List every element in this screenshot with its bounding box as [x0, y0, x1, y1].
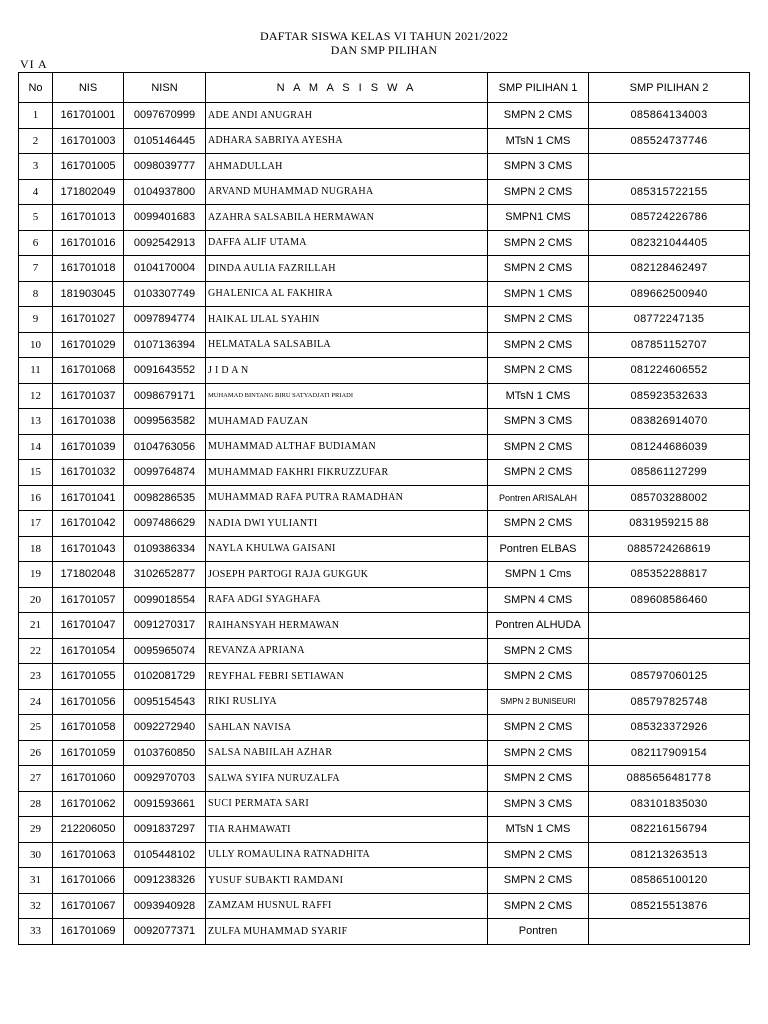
nis-cell: 161701003 — [53, 128, 124, 154]
row-number: 23 — [19, 664, 53, 690]
table-row — [19, 766, 750, 792]
smp-pilihan-2-cell: 085865100120 — [589, 868, 750, 894]
student-name-cell: YUSUF SUBAKTI RAMDANI — [206, 868, 488, 894]
smp-pilihan-2-cell: 08772247135 — [589, 307, 750, 333]
smp-pilihan-1-cell: SMPN 3 CMS — [488, 154, 589, 180]
nisn-cell: 0099563582 — [124, 409, 206, 435]
nisn-cell: 3102652877 — [124, 562, 206, 588]
row-number: 13 — [19, 409, 53, 435]
nisn-cell: 0099401683 — [124, 205, 206, 231]
nis-cell: 161701038 — [53, 409, 124, 435]
smp-pilihan-2-cell: 081213263513 — [589, 842, 750, 868]
nisn-cell: 0105146445 — [124, 128, 206, 154]
nisn-cell: 0109386334 — [124, 536, 206, 562]
nis-cell: 161701066 — [53, 868, 124, 894]
smp-pilihan-1-cell: SMPN 2 CMS — [488, 766, 589, 792]
row-number: 32 — [19, 893, 53, 919]
row-number: 20 — [19, 587, 53, 613]
table-row — [19, 791, 750, 817]
student-name-cell: HAIKAL IJLAL SYAHIN — [206, 307, 488, 333]
smp-pilihan-1-cell: SMPN 2 CMS — [488, 664, 589, 690]
smp-pilihan-1-cell: MTsN 1 CMS — [488, 128, 589, 154]
student-name-cell: J I D A N — [206, 358, 488, 384]
student-name-cell: MUHAMMAD FAKHRI FIKRUZZUFAR — [206, 460, 488, 486]
student-name-cell: ADE ANDI ANUGRAH — [206, 103, 488, 129]
smp-pilihan-2-cell: 082216156794 — [589, 817, 750, 843]
nisn-cell: 0103307749 — [124, 281, 206, 307]
table-row — [19, 562, 750, 588]
row-number: 22 — [19, 638, 53, 664]
smp-pilihan-1-cell: SMPN 2 CMS — [488, 179, 589, 205]
table-row — [19, 409, 750, 435]
nisn-cell: 0097486629 — [124, 511, 206, 537]
smp-pilihan-2-cell: 085864134003 — [589, 103, 750, 129]
row-number: 12 — [19, 383, 53, 409]
row-number: 27 — [19, 766, 53, 792]
table-row — [19, 613, 750, 639]
smp-pilihan-1-cell: SMPN 4 CMS — [488, 587, 589, 613]
nis-cell: 161701027 — [53, 307, 124, 333]
nisn-cell: 0098039777 — [124, 154, 206, 180]
smp-pilihan-2-cell: 085703288002 — [589, 485, 750, 511]
column-header-smp-pilihan-1: SMP PILIHAN 1 — [488, 73, 589, 103]
table-row — [19, 230, 750, 256]
smp-pilihan-1-cell: SMPN 1 Cms — [488, 562, 589, 588]
smp-pilihan-2-cell: 085352288817 — [589, 562, 750, 588]
student-name-cell: REVANZA APRIANA — [206, 638, 488, 664]
nisn-cell: 0098679171 — [124, 383, 206, 409]
row-number: 3 — [19, 154, 53, 180]
smp-pilihan-2-cell: 083826914070 — [589, 409, 750, 435]
smp-pilihan-1-cell: Pontren ALHUDA — [488, 613, 589, 639]
table-body — [19, 103, 750, 945]
nis-cell: 161701058 — [53, 715, 124, 741]
smp-pilihan-1-cell: SMPN 2 CMS — [488, 307, 589, 333]
row-number: 15 — [19, 460, 53, 486]
table-row — [19, 485, 750, 511]
column-header-nisn: NISN — [124, 73, 206, 103]
nis-cell: 212206050 — [53, 817, 124, 843]
student-name-cell: AHMADULLAH — [206, 154, 488, 180]
table-row — [19, 307, 750, 333]
row-number: 19 — [19, 562, 53, 588]
nis-cell: 161701059 — [53, 740, 124, 766]
student-name-cell: SAHLAN NAVISA — [206, 715, 488, 741]
smp-pilihan-1-cell: SMPN 2 CMS — [488, 434, 589, 460]
smp-pilihan-1-cell: SMPN 2 CMS — [488, 740, 589, 766]
student-name-cell: REYFHAL FEBRI SETIAWAN — [206, 664, 488, 690]
column-header-nama: N A M A S I S W A — [206, 73, 488, 103]
nis-cell: 161701037 — [53, 383, 124, 409]
nis-cell: 171802049 — [53, 179, 124, 205]
nis-cell: 161701042 — [53, 511, 124, 537]
nis-cell: 161701013 — [53, 205, 124, 231]
nis-cell: 161701016 — [53, 230, 124, 256]
row-number: 9 — [19, 307, 53, 333]
table-row — [19, 179, 750, 205]
column-header-no: No — [19, 73, 53, 103]
table-header-row — [19, 73, 750, 103]
column-header-nis: NIS — [53, 73, 124, 103]
table-row — [19, 256, 750, 282]
table-row — [19, 817, 750, 843]
row-number: 6 — [19, 230, 53, 256]
row-number: 16 — [19, 485, 53, 511]
student-name-cell: SUCI PERMATA SARI — [206, 791, 488, 817]
row-number: 24 — [19, 689, 53, 715]
smp-pilihan-2-cell: 082117909154 — [589, 740, 750, 766]
nis-cell: 161701032 — [53, 460, 124, 486]
nis-cell: 161701067 — [53, 893, 124, 919]
smp-pilihan-1-cell: SMPN 3 CMS — [488, 791, 589, 817]
student-table — [18, 72, 750, 945]
student-name-cell: NAYLA KHULWA GAISANI — [206, 536, 488, 562]
nisn-cell: 0097670999 — [124, 103, 206, 129]
student-name-cell: MUHAMAD FAUZAN — [206, 409, 488, 435]
row-number: 7 — [19, 256, 53, 282]
nis-cell: 161701043 — [53, 536, 124, 562]
nis-cell: 161701062 — [53, 791, 124, 817]
nisn-cell: 0091837297 — [124, 817, 206, 843]
smp-pilihan-1-cell: SMPN 2 BUNISEURI — [488, 689, 589, 715]
smp-pilihan-1-cell: SMPN 2 CMS — [488, 256, 589, 282]
nisn-cell: 0104937800 — [124, 179, 206, 205]
smp-pilihan-1-cell: SMPN1 CMS — [488, 205, 589, 231]
nisn-cell: 0092542913 — [124, 230, 206, 256]
smp-pilihan-2-cell: 089608586460 — [589, 587, 750, 613]
smp-pilihan-2-cell: 085323372926 — [589, 715, 750, 741]
smp-pilihan-1-cell: SMPN 2 CMS — [488, 842, 589, 868]
nis-cell: 161701057 — [53, 587, 124, 613]
row-number: 1 — [19, 103, 53, 129]
row-number: 31 — [19, 868, 53, 894]
nis-cell: 161701047 — [53, 613, 124, 639]
smp-pilihan-2-cell — [589, 919, 750, 945]
nisn-cell: 0097894774 — [124, 307, 206, 333]
nis-cell: 161701060 — [53, 766, 124, 792]
nis-cell: 161701056 — [53, 689, 124, 715]
student-name-cell: ADHARA SABRIYA AYESHA — [206, 128, 488, 154]
table-row — [19, 868, 750, 894]
row-number: 10 — [19, 332, 53, 358]
smp-pilihan-1-cell: Pontren ELBAS — [488, 536, 589, 562]
row-number: 14 — [19, 434, 53, 460]
table-row — [19, 689, 750, 715]
nis-cell: 161701039 — [53, 434, 124, 460]
row-number: 4 — [19, 179, 53, 205]
table-row — [19, 536, 750, 562]
nisn-cell: 0103760850 — [124, 740, 206, 766]
smp-pilihan-2-cell — [589, 613, 750, 639]
smp-pilihan-2-cell: 085724226786 — [589, 205, 750, 231]
nisn-cell: 0091270317 — [124, 613, 206, 639]
row-number: 29 — [19, 817, 53, 843]
smp-pilihan-1-cell: SMPN 2 CMS — [488, 638, 589, 664]
smp-pilihan-1-cell: SMPN 2 CMS — [488, 103, 589, 129]
table-row — [19, 587, 750, 613]
table-row — [19, 919, 750, 945]
smp-pilihan-1-cell: Pontren — [488, 919, 589, 945]
nisn-cell: 0105448102 — [124, 842, 206, 868]
smp-pilihan-1-cell: SMPN 2 CMS — [488, 715, 589, 741]
nisn-cell: 0092077371 — [124, 919, 206, 945]
smp-pilihan-2-cell — [589, 154, 750, 180]
column-header-smp-pilihan-2: SMP PILIHAN 2 — [589, 73, 750, 103]
smp-pilihan-2-cell: 082128462497 — [589, 256, 750, 282]
nis-cell: 161701063 — [53, 842, 124, 868]
row-number: 25 — [19, 715, 53, 741]
smp-pilihan-2-cell: 085861127299 — [589, 460, 750, 486]
smp-pilihan-2-cell: 083101835030 — [589, 791, 750, 817]
smp-pilihan-2-cell: 081244686039 — [589, 434, 750, 460]
row-number: 2 — [19, 128, 53, 154]
row-number: 26 — [19, 740, 53, 766]
student-name-cell: SALWA SYIFA NURUZALFA — [206, 766, 488, 792]
nisn-cell: 0095965074 — [124, 638, 206, 664]
row-number: 18 — [19, 536, 53, 562]
nis-cell: 161701001 — [53, 103, 124, 129]
nisn-cell: 0091643552 — [124, 358, 206, 384]
student-name-cell: TIA RAHMAWATI — [206, 817, 488, 843]
table-row — [19, 332, 750, 358]
table-row — [19, 715, 750, 741]
student-name-cell: HELMATALA SALSABILA — [206, 332, 488, 358]
student-name-cell: DINDA AULIA FAZRILLAH — [206, 256, 488, 282]
row-number: 21 — [19, 613, 53, 639]
student-name-cell: RAIHANSYAH HERMAWAN — [206, 613, 488, 639]
nisn-cell: 0091238326 — [124, 868, 206, 894]
nisn-cell: 0102081729 — [124, 664, 206, 690]
table-row — [19, 740, 750, 766]
nis-cell: 161701068 — [53, 358, 124, 384]
table-row — [19, 842, 750, 868]
smp-pilihan-1-cell: SMPN 2 CMS — [488, 230, 589, 256]
student-name-cell: MUHAMMAD ALTHAF BUDIAMAN — [206, 434, 488, 460]
smp-pilihan-2-cell: 088565648177 8 — [589, 766, 750, 792]
student-name-cell: MUHAMMAD RAFA PUTRA RAMADHAN — [206, 485, 488, 511]
student-name-cell: GHALENICA AL FAKHIRA — [206, 281, 488, 307]
nisn-cell: 0104170004 — [124, 256, 206, 282]
smp-pilihan-1-cell: SMPN 2 CMS — [488, 460, 589, 486]
table-row — [19, 511, 750, 537]
row-number: 33 — [19, 919, 53, 945]
table-row — [19, 154, 750, 180]
table-row — [19, 281, 750, 307]
nisn-cell: 0095154543 — [124, 689, 206, 715]
smp-pilihan-1-cell: SMPN 2 CMS — [488, 511, 589, 537]
nisn-cell: 0104763056 — [124, 434, 206, 460]
smp-pilihan-2-cell: 089662500940 — [589, 281, 750, 307]
table-row — [19, 103, 750, 129]
smp-pilihan-1-cell: SMPN 2 CMS — [488, 868, 589, 894]
smp-pilihan-2-cell: 085215513876 — [589, 893, 750, 919]
row-number: 17 — [19, 511, 53, 537]
nisn-cell: 0092970703 — [124, 766, 206, 792]
row-number: 5 — [19, 205, 53, 231]
nis-cell: 181903045 — [53, 281, 124, 307]
nis-cell: 161701029 — [53, 332, 124, 358]
row-number: 11 — [19, 358, 53, 384]
table-row — [19, 358, 750, 384]
document-title: DAFTAR SISWA KELAS VI TAHUN 2021/2022 — [259, 29, 509, 43]
nis-cell: 161701055 — [53, 664, 124, 690]
smp-pilihan-2-cell: 085315722155 — [589, 179, 750, 205]
nisn-cell: 0098286535 — [124, 485, 206, 511]
table-row — [19, 205, 750, 231]
nisn-cell: 0092272940 — [124, 715, 206, 741]
row-number: 8 — [19, 281, 53, 307]
table-row — [19, 893, 750, 919]
nis-cell: 161701054 — [53, 638, 124, 664]
smp-pilihan-1-cell: MTsN 1 CMS — [488, 817, 589, 843]
nisn-cell: 0099764874 — [124, 460, 206, 486]
student-name-cell: ZAMZAM HUSNUL RAFFI — [206, 893, 488, 919]
table-row — [19, 664, 750, 690]
nisn-cell: 0093940928 — [124, 893, 206, 919]
smp-pilihan-2-cell: 081224606552 — [589, 358, 750, 384]
nisn-cell: 0091593661 — [124, 791, 206, 817]
smp-pilihan-1-cell: SMPN 2 CMS — [488, 332, 589, 358]
smp-pilihan-2-cell: 085797060125 — [589, 664, 750, 690]
smp-pilihan-1-cell: SMPN 3 CMS — [488, 409, 589, 435]
student-name-cell: AZAHRA SALSABILA HERMAWAN — [206, 205, 488, 231]
smp-pilihan-2-cell: 0885724268619 — [589, 536, 750, 562]
nis-cell: 171802048 — [53, 562, 124, 588]
table-row — [19, 383, 750, 409]
smp-pilihan-2-cell: 085524737746 — [589, 128, 750, 154]
student-name-cell: ARVAND MUHAMMAD NUGRAHA — [206, 179, 488, 205]
smp-pilihan-1-cell: MTsN 1 CMS — [488, 383, 589, 409]
student-name-cell: RIKI RUSLIYA — [206, 689, 488, 715]
smp-pilihan-2-cell: 0831959215 88 — [589, 511, 750, 537]
table-row — [19, 638, 750, 664]
table-row — [19, 460, 750, 486]
table-row — [19, 128, 750, 154]
smp-pilihan-2-cell — [589, 638, 750, 664]
student-name-cell: ULLY ROMAULINA RATNADHITA — [206, 842, 488, 868]
smp-pilihan-2-cell: 085923532633 — [589, 383, 750, 409]
nis-cell: 161701018 — [53, 256, 124, 282]
smp-pilihan-1-cell: SMPN 1 CMS — [488, 281, 589, 307]
student-name-cell: NADIA DWI YULIANTI — [206, 511, 488, 537]
row-number: 28 — [19, 791, 53, 817]
student-name-cell: JOSEPH PARTOGI RAJA GUKGUK — [206, 562, 488, 588]
smp-pilihan-1-cell: Pontren ARISALAH — [488, 485, 589, 511]
smp-pilihan-2-cell: 082321044405 — [589, 230, 750, 256]
nisn-cell: 0107136394 — [124, 332, 206, 358]
nis-cell: 161701041 — [53, 485, 124, 511]
student-name-cell: DAFFA ALIF UTAMA — [206, 230, 488, 256]
smp-pilihan-1-cell: SMPN 2 CMS — [488, 358, 589, 384]
nis-cell: 161701069 — [53, 919, 124, 945]
class-label: VI A — [20, 57, 48, 71]
smp-pilihan-1-cell: SMPN 2 CMS — [488, 893, 589, 919]
smp-pilihan-2-cell: 085797825748 — [589, 689, 750, 715]
nis-cell: 161701005 — [53, 154, 124, 180]
table-row — [19, 434, 750, 460]
student-name-cell: MUHAMAD BINTANG BIRU SATYADJATI PRIADI — [206, 383, 488, 409]
student-name-cell: SALSA NABIILAH AZHAR — [206, 740, 488, 766]
row-number: 30 — [19, 842, 53, 868]
nisn-cell: 0099018554 — [124, 587, 206, 613]
student-name-cell: RAFA ADGI SYAGHAFA — [206, 587, 488, 613]
smp-pilihan-2-cell: 087851152707 — [589, 332, 750, 358]
student-name-cell: ZULFA MUHAMMAD SYARIF — [206, 919, 488, 945]
document-subtitle: DAN SMP PILIHAN — [330, 43, 438, 57]
